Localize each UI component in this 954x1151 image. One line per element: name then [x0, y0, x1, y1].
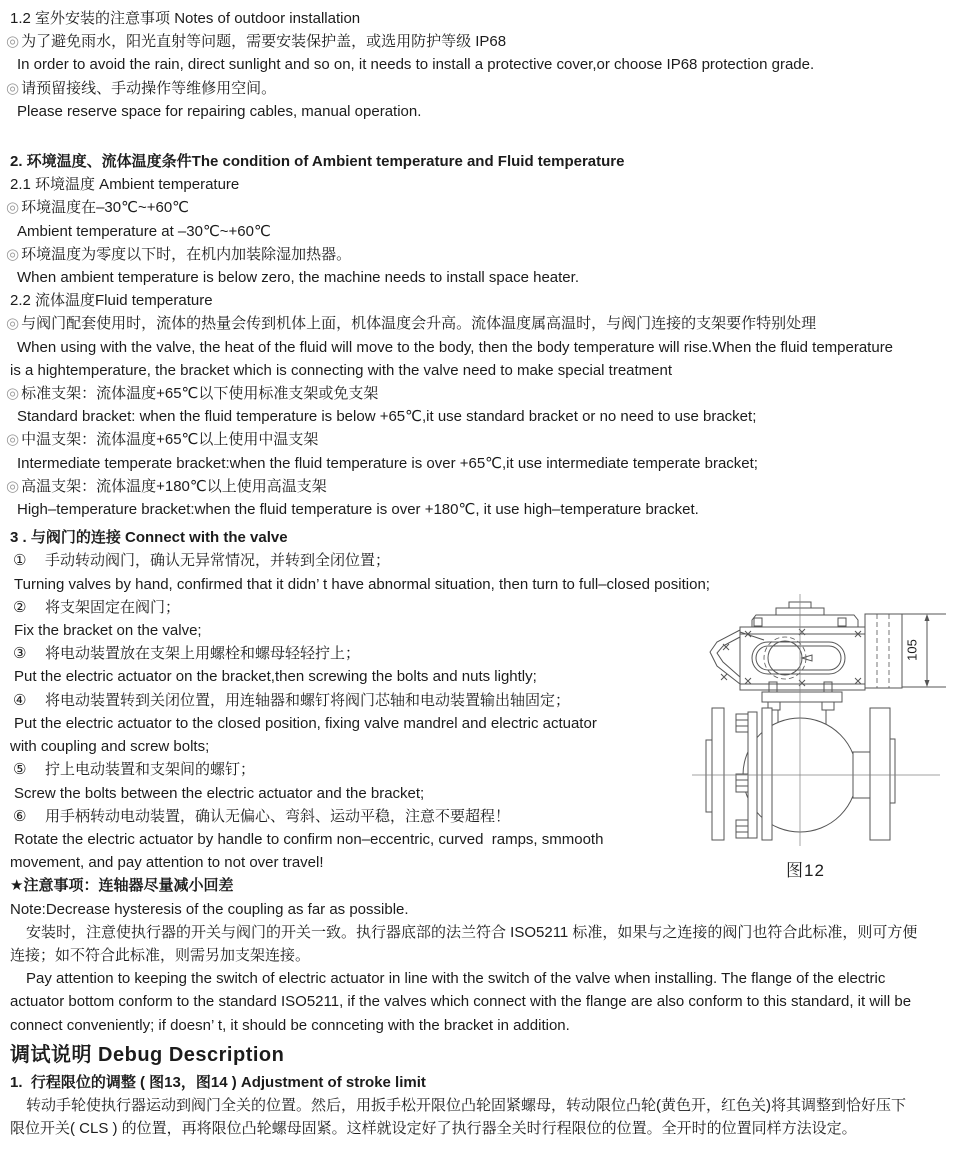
step-number: ⑤ — [13, 761, 27, 779]
numbered-step — [13, 549, 954, 572]
text-line: with coupling and screw bolts; — [10, 738, 210, 756]
step-number: ① — [13, 552, 27, 570]
bullet-icon: ◎ — [6, 33, 20, 51]
bullet-item — [6, 77, 954, 100]
step-number: ⑥ — [13, 807, 27, 825]
section-heading: 2. 环境温度、流体温度条件The condition of Ambient temperature and Fluid temperature — [10, 153, 625, 171]
text-line: High–temperature bracket:when the fluid temperature is over +180℃, it use high–temperature bracket. — [17, 501, 699, 519]
step-number: ③ — [13, 645, 27, 663]
valve-actuator-drawing — [690, 590, 954, 852]
bullet-icon: ◎ — [6, 477, 20, 495]
bullet-icon: ◎ — [6, 79, 20, 97]
bullet-icon: ◎ — [6, 431, 20, 449]
text-line: In order to avoid the rain, direct sunlight and so on, it needs to install a protective cover,or choose IP68 protection grade. — [17, 56, 815, 74]
step-text: 手动转动阀门，确认无异常情况，并转到全闭位置； — [45, 552, 391, 570]
note-heading: ★注意事项：连轴器尽量减小回差 — [10, 877, 234, 895]
step-number: ② — [13, 598, 27, 616]
text-line: Fix the bracket on the valve; — [14, 622, 202, 640]
text-line: Note:Decrease hysteresis of the coupling as far as possible. — [10, 900, 409, 918]
section-heading: 2.2 流体温度Fluid temperature — [10, 292, 213, 310]
section-heading: 1. 行程限位的调整 ( 图13，图14 ) Adjustment of stroke limit — [10, 1073, 426, 1091]
page-title: 调试说明 Debug Description — [10, 1043, 285, 1066]
bullet-text: 高温支架：流体温度+180℃以上使用高温支架 — [21, 477, 327, 495]
paragraph-line: Pay attention to keeping the switch of electric actuator in line with the switch of the valve when installing. The flange of the electric — [26, 970, 886, 988]
bullet-icon: ◎ — [6, 199, 20, 217]
text-line: Turning valves by hand, confirmed that it didn’ t have abnormal situation, then turn to full–closed position; — [14, 575, 710, 593]
figure-caption: 图12 — [786, 861, 825, 880]
bullet-item — [6, 382, 954, 405]
step-text: 将支架固定在阀门； — [45, 598, 181, 616]
bullet-text: 环境温度在–30℃~+60℃ — [21, 199, 190, 217]
text-line: When using with the valve, the heat of the fluid will move to the body, then the body temperature will rise.When the fluid temperature — [17, 338, 894, 356]
text-line: Put the electric actuator to the closed position, fixing valve mandrel and electric actuator — [14, 714, 597, 732]
bullet-item — [6, 312, 954, 335]
bullet-text: 请预留接线、手动操作等维修用空间。 — [21, 79, 277, 97]
text-line: Rotate the electric actuator by handle to confirm non–eccentric, curved ramps, smmooth — [14, 830, 604, 848]
bullet-text: 标准支架：流体温度+65℃以下使用标准支架或免支架 — [21, 385, 379, 403]
bullet-item — [6, 475, 954, 498]
section-heading: 3 . 与阀门的连接 Connect with the valve — [10, 529, 288, 547]
dimension-label: 105 — [904, 639, 920, 661]
text-line: Please reserve space for repairing cables, manual operation. — [17, 102, 422, 120]
bullet-item — [6, 428, 954, 451]
bullet-icon: ◎ — [6, 245, 20, 263]
text-line: Screw the bolts between the electric actuator and the bracket; — [14, 784, 425, 802]
bullet-icon: ◎ — [6, 315, 20, 333]
step-text: 拧上电动装置和支架间的螺钉； — [45, 761, 256, 779]
text-line: Intermediate temperate bracket:when the fluid temperature is over +65℃,it use intermediate temperate bracket; — [17, 454, 758, 472]
bullet-text: 中温支架：流体温度+65℃以上使用中温支架 — [21, 431, 319, 449]
text-line: 连接；如不符合此标准，则需另加支架连接。 — [10, 946, 311, 964]
text-line: connect conveniently; if doesn’ t, it should be connceting with the bracket in addition. — [10, 1016, 570, 1034]
step-text: 将电动装置放在支架上用螺栓和螺母轻轻拧上； — [45, 645, 361, 663]
step-number: ④ — [13, 691, 27, 709]
paragraph-line: 转动手轮使执行器运动到阀门全关的位置。然后，用扳手松开限位凸轮固紧螺母，转动限位凸轮(黄色开，红色关)将其调整到恰好压下 — [26, 1096, 906, 1114]
bullet-icon: ◎ — [6, 385, 20, 403]
paragraph-line: 安装时，注意使执行器的开关与阀门的开关一致。执行器底部的法兰符合 ISO5211 标准，如果与之连接的阀门也符合此标准，则可方便 — [26, 923, 918, 941]
text-line: movement, and pay attention to not over travel! — [10, 854, 324, 872]
text-line: When ambient temperature is below zero, the machine needs to install space heater. — [17, 269, 579, 287]
section-heading: 2.1 环境温度 Ambient temperature — [10, 176, 240, 194]
figure-12 — [690, 590, 954, 890]
bullet-text: 与阀门配套使用时，流体的热量会传到机体上面，机体温度会升高。流体温度属高温时，与阀门连接的支架要作特别处理 — [21, 315, 817, 333]
text-line: actuator bottom conform to the standard ISO5211, if the valves which connect with the flange are also conform to this standard, it will be — [10, 993, 912, 1011]
section-heading: 1.2 室外安装的注意事项 Notes of outdoor installation — [10, 10, 361, 27]
text-line: is a hightemperature, the bracket which is connecting with the valve need to make special treatment — [10, 361, 673, 379]
step-text: 将电动装置转到关闭位置，用连轴器和螺钉将阀门芯轴和电动装置输出轴固定； — [45, 691, 571, 709]
bullet-item — [6, 196, 954, 219]
text-line: 限位开关( CLS ) 的位置，再将限位凸轮螺母固紧。这样就设定好了执行器全关时行程限位的位置。全开时的位置同样方法设定。 — [10, 1120, 857, 1138]
bullet-text: 环境温度为零度以下时，在机内加装除湿加热器。 — [21, 245, 352, 263]
bullet-item — [6, 243, 954, 266]
text-line: Ambient temperature at –30℃~+60℃ — [17, 222, 271, 240]
bullet-item — [6, 30, 954, 53]
text-line: Put the electric actuator on the bracket,then screwing the bolts and nuts lightly; — [14, 668, 537, 686]
step-text: 用手柄转动电动装置，确认无偏心、弯斜、运动平稳，注意不要超程！ — [45, 807, 511, 825]
bullet-text: 为了避免雨水，阳光直射等问题，需要安装保护盖，或选用防护等级 IP68 — [21, 33, 507, 51]
text-line: Standard bracket: when the fluid temperature is below +65℃,it use standard bracket or no need to use bracket; — [17, 408, 757, 426]
